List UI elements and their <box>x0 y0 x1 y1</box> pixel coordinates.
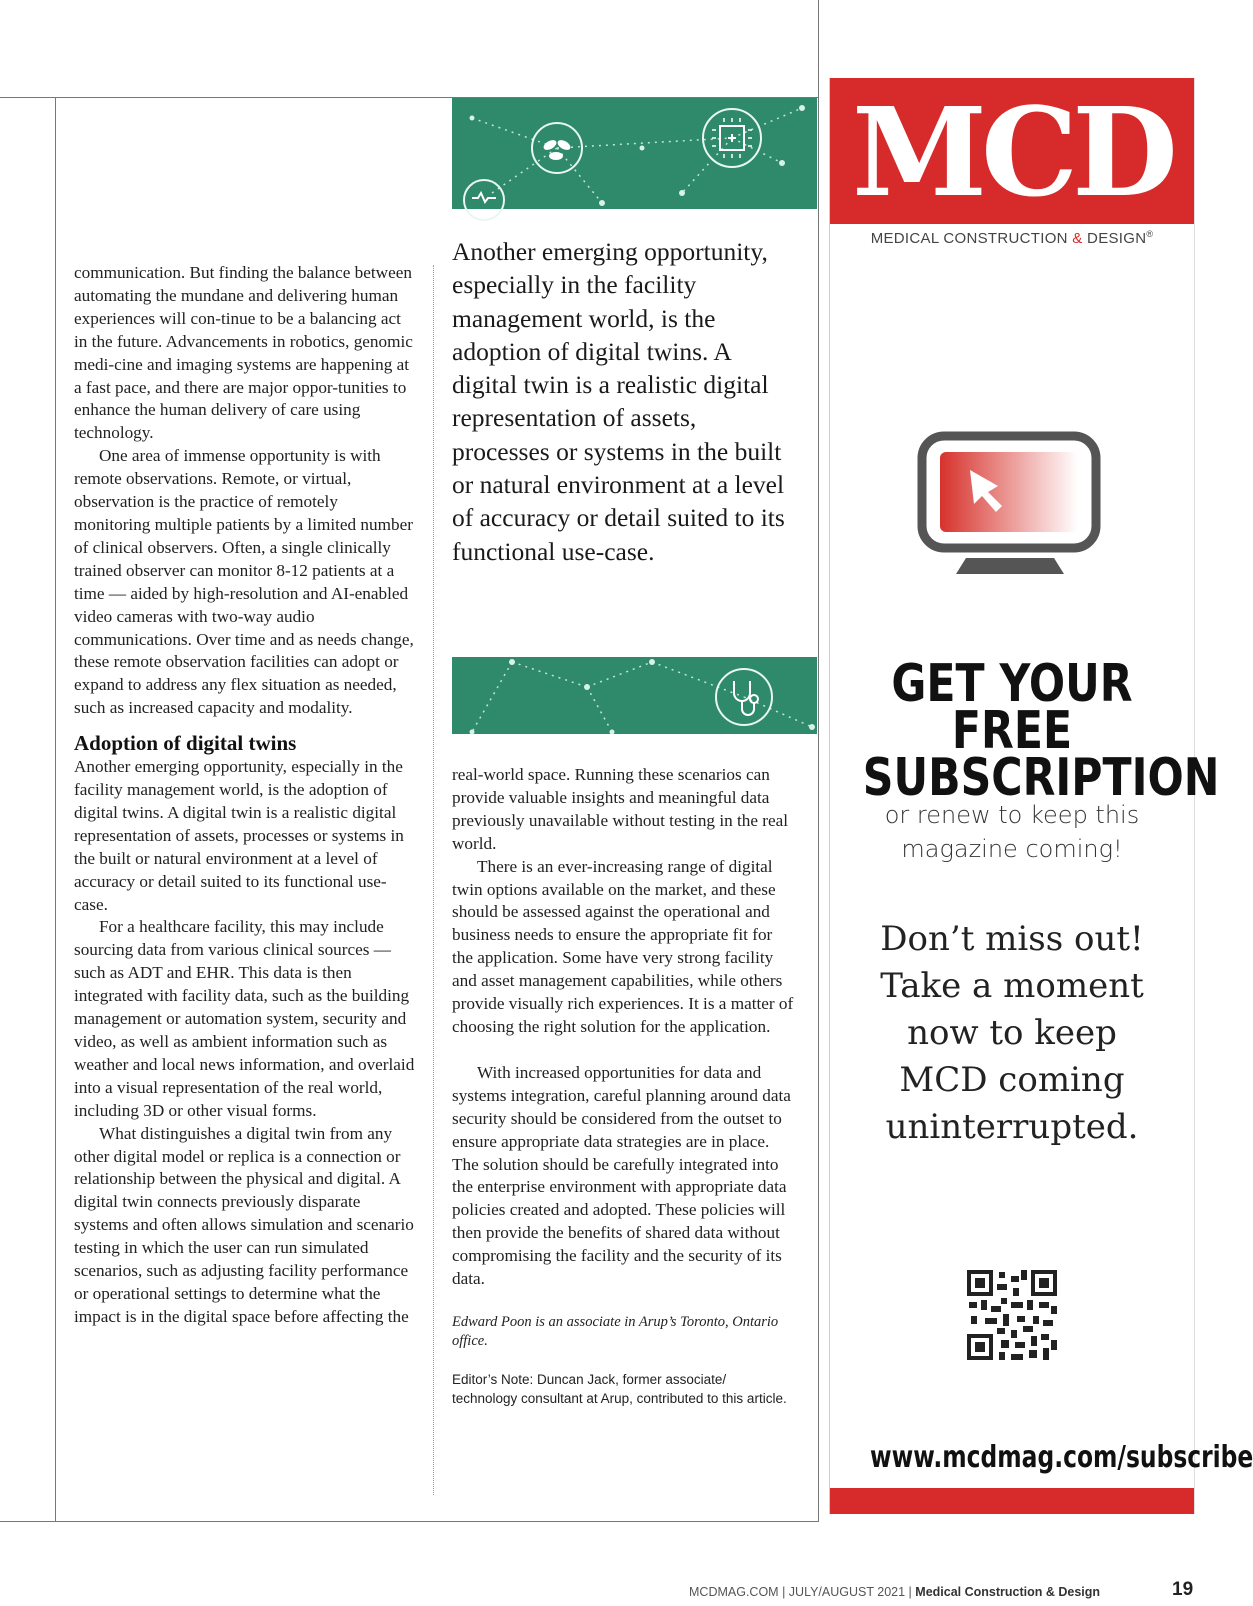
paragraph: communication. But finding the balance between automating the mundane and delivering human experiences will con-tinue to be a balancing act in the future. Advancements in robotics, genomic medi-cine and imaging systems are happening at a fast pace, and there are major oppor-tunities to enhance the human delivery of care using technology. <box>74 263 413 443</box>
banner-image-middle <box>452 657 817 734</box>
qr-code-icon[interactable] <box>967 1270 1057 1360</box>
paragraph: real-world space. Running these scenarios can provide valuable insights and meaningful data previously unavailable without testing in the real world. <box>452 765 789 853</box>
pull-quote: Another emerging opportunity, especially in the facility management world, is the adoption of digital twins. A digital twin is a realistic digital representation of assets, processes or systems in the built or natural environment at a level of accuracy or detail suited to its functional use-case. <box>452 237 785 566</box>
article-column-2 <box>452 764 795 1408</box>
author-byline: Edward Poon is an associate in Arup’s Toronto, Ontario office. <box>452 1313 779 1350</box>
tagline-text: MEDICAL CONSTRUCTION <box>870 230 1073 247</box>
ad-bottom-bar <box>830 1488 1194 1514</box>
left-rule <box>55 97 56 1522</box>
tagline-text: DESIGN <box>1082 230 1147 247</box>
monitor-cursor-icon <box>916 430 1106 576</box>
article-column-1 <box>74 262 415 1329</box>
mcd-logo-text: MCD <box>852 80 1172 224</box>
footer-site: MCDMAG.COM <box>689 1585 779 1599</box>
right-rule <box>818 0 819 1522</box>
healthcare-network-graphic <box>452 657 817 734</box>
paragraph: For a healthcare facility, this may include sourcing data from various clinical sources — such as ADT and EHR. This data is then integrated with facility data, such as the building management or automation system, security and video, as well as ambient information such as weather and local news information, and overlaid into a visual representation of the real world, including 3D or other visual forms. <box>74 917 415 1120</box>
ad-subhead-line2: magazine coming! <box>901 835 1123 863</box>
editors-note: Editor’s Note: Duncan Jack, former associate/ technology consultant at Arup, contributed to this article. <box>452 1371 787 1406</box>
ad-message-line3: now to keep <box>907 1013 1117 1053</box>
banner-image-top <box>452 98 817 209</box>
footer-separator: | <box>782 1585 786 1599</box>
footer-issue: JULY/AUGUST 2021 <box>788 1585 906 1599</box>
registered-mark: ® <box>1146 229 1154 239</box>
mcd-logo <box>830 78 1194 224</box>
ad-message-line5: uninterrupted. <box>885 1107 1139 1147</box>
ad-headline-line1: GET YOUR <box>891 654 1133 714</box>
circuit-chip-icon <box>703 109 761 167</box>
ad-message-line4: MCD coming <box>899 1060 1125 1100</box>
ad-message-line2: Take a moment <box>880 966 1144 1006</box>
page-number: 19 <box>1172 1579 1194 1600</box>
paragraph: One area of immense opportunity is with remote observations. Remote, or virtual, observation is the practice of remotely monitoring multiple patients by a limited number of clinical observers. Often, a single clinically trained observer can monitor 8-12 patients at a time — aided by high-resolution and AI-enabled video cameras with two-way audio communications. Over time and as needs change, these remote observation facilities can adopt or expand to address any flex situation as needed, such as increased capacity and modality. <box>74 446 414 718</box>
healthcare-network-graphic <box>452 98 817 209</box>
heart-monitor-icon <box>464 180 504 220</box>
bottom-rule <box>0 1521 818 1522</box>
ad-subhead-line1: or renew to keep this <box>884 801 1140 829</box>
paragraph: Another emerging opportunity, especially in the facility management world, is the adoption of digital twins. A digital twin is a realistic digital representation of assets, processes or systems in the built or natural environment at a level of accuracy or detail suited to its functional use-case. <box>74 757 404 914</box>
paragraph: There is an ever-increasing range of digital twin options available on the market, and these should be assessed against the operational and business needs to ensure the appropriate fit for the application. Some have very strong facility and asset management capabilities, while others provide visually rich experiences. It is a matter of choosing the right solution for the application. <box>452 856 794 1036</box>
mcd-tagline <box>830 229 1194 247</box>
ad-headline-line2: FREE <box>951 701 1073 761</box>
tagline-ampersand: & <box>1072 230 1083 247</box>
column-divider <box>433 265 434 1495</box>
footer-publication: Medical Construction & Design <box>915 1585 1101 1599</box>
paragraph: With increased opportunities for data and systems integration, careful planning around data security should be considered from the outset to ensure appropriate data strategies are in place. The solution should be carefully integrated into the enterprise environment with appropriate data policies created and adopted. These policies will then provide the benefits of shared data without compromising the facility and the security of its data. <box>452 1062 791 1289</box>
subscription-advertisement[interactable] <box>829 78 1253 1514</box>
paragraph: What distinguishes a digital twin from any other digital model or replica is a connection or relationship between the physical and digital. A digital twin connects previously disparate systems and often allows simulation and scenario testing in which the user can run simulated scenarios, such as adjusting facility performance or operational settings to determine what the impact is in the digital space before affecting the <box>74 1123 414 1326</box>
page-footer <box>689 1585 1100 1599</box>
subscribe-url-link[interactable]: www.mcdmag.com/subscribe <box>870 1440 1253 1475</box>
section-heading: Adoption of digital twins <box>74 731 297 756</box>
ad-headline-line3: SUBSCRIPTION <box>862 748 1220 808</box>
footer-separator: | <box>908 1585 912 1599</box>
ad-message-line1: Don’t miss out! <box>880 919 1144 959</box>
